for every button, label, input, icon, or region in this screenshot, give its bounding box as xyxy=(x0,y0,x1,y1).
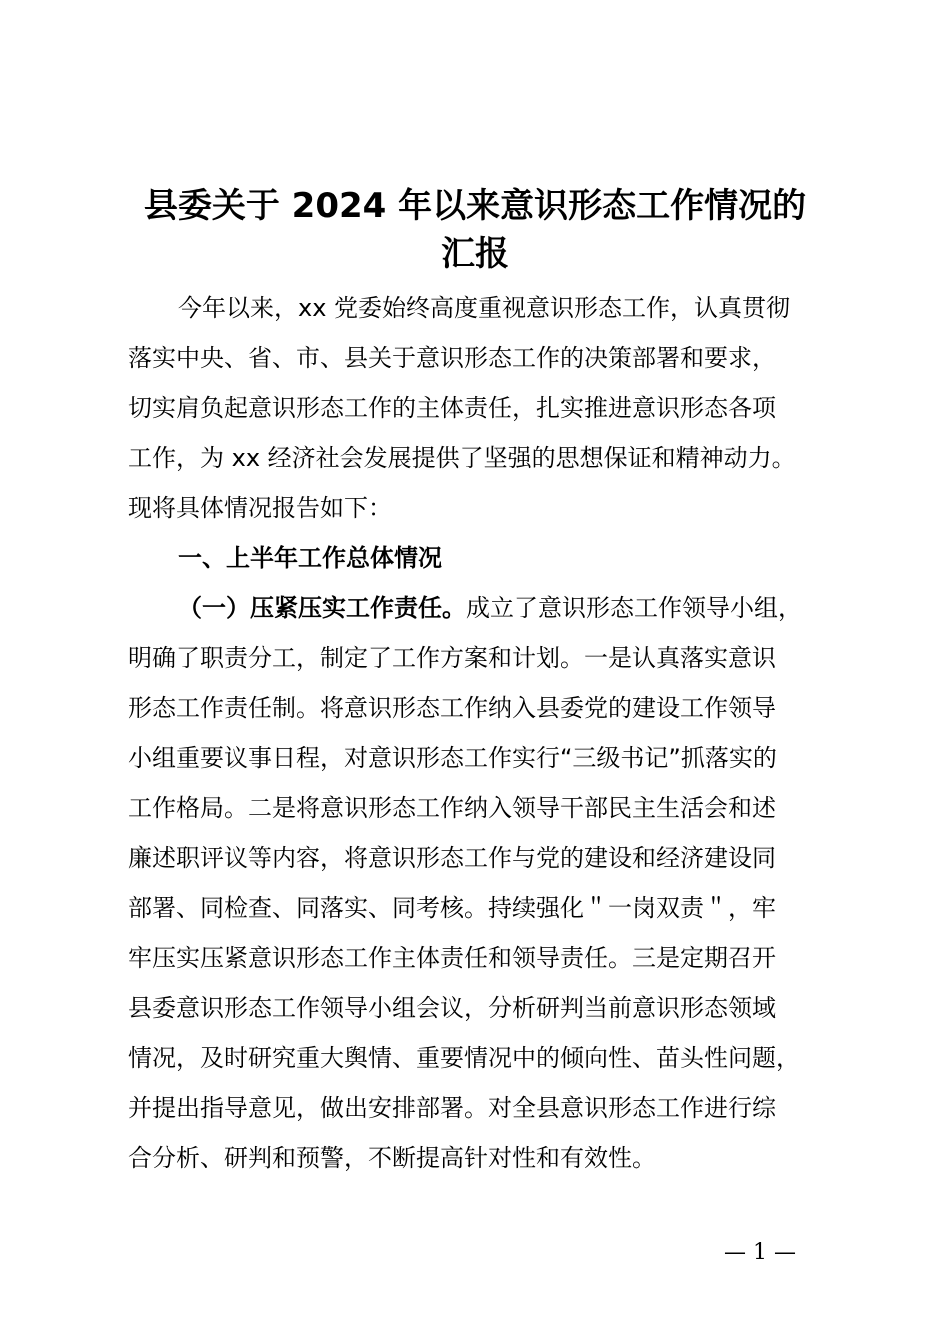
subsection-line: 明确了职责分工，制定了工作方案和计划。一是认真落实意识 xyxy=(128,644,776,672)
section-heading-1: 一、上半年工作总体情况 xyxy=(178,544,442,572)
subsection-line: 并提出指导意见，做出安排部署。对全县意识形态工作进行综 xyxy=(128,1094,776,1122)
intro-line: 现将具体情况报告如下： xyxy=(128,494,392,522)
document-body xyxy=(128,283,868,1183)
intro-line: 工作，为 xx 经济社会发展提供了坚强的思想保证和精神动力。 xyxy=(128,444,796,472)
document-title-line-2: 汇报 xyxy=(441,234,509,274)
subsection-line: 部署、同检查、同落实、同考核。持续强化＂一岗双责＂，牢 xyxy=(128,894,776,922)
intro-line: 落实中央、省、市、县关于意识形态工作的决策部署和要求， xyxy=(128,344,776,372)
subsection-first-line xyxy=(128,583,868,633)
subsection-line: 形态工作责任制。将意识形态工作纳入县委党的建设工作领导 xyxy=(128,694,776,722)
subsection-line: 牢压实压紧意识形态工作主体责任和领导责任。三是定期召开 xyxy=(128,944,776,972)
page-number: — 1 — xyxy=(724,1240,796,1265)
subsection-line: 合分析、研判和预警，不断提高针对性和有效性。 xyxy=(128,1144,656,1172)
subsection-line: 廉述职评议等内容，将意识形态工作与党的建设和经济建设同 xyxy=(128,844,776,872)
intro-line: 今年以来，xx 党委始终高度重视意识形态工作，认真贯彻 xyxy=(178,294,791,322)
subsection-line: 工作格局。二是将意识形态工作纳入领导干部民主生活会和述 xyxy=(128,794,776,822)
subsection-line: 县委意识形态工作领导小组会议，分析研判当前意识形态领域 xyxy=(128,994,776,1022)
subsection-line: 情况，及时研究重大舆情、重要情况中的倾向性、苗头性问题， xyxy=(128,1044,800,1072)
subsection-first-line-rest: 成立了意识形态工作领导小组， xyxy=(466,594,802,622)
subsection-line: 小组重要议事日程，对意识形态工作实行“三级书记”抓落实的 xyxy=(128,744,777,772)
document-title-line-1: 县委关于 2024 年以来意识形态工作情况的 xyxy=(143,186,807,226)
subsection-heading-1: （一）压紧压实工作责任。 xyxy=(178,594,466,622)
intro-line: 切实肩负起意识形态工作的主体责任，扎实推进意识形态各项 xyxy=(128,394,776,422)
